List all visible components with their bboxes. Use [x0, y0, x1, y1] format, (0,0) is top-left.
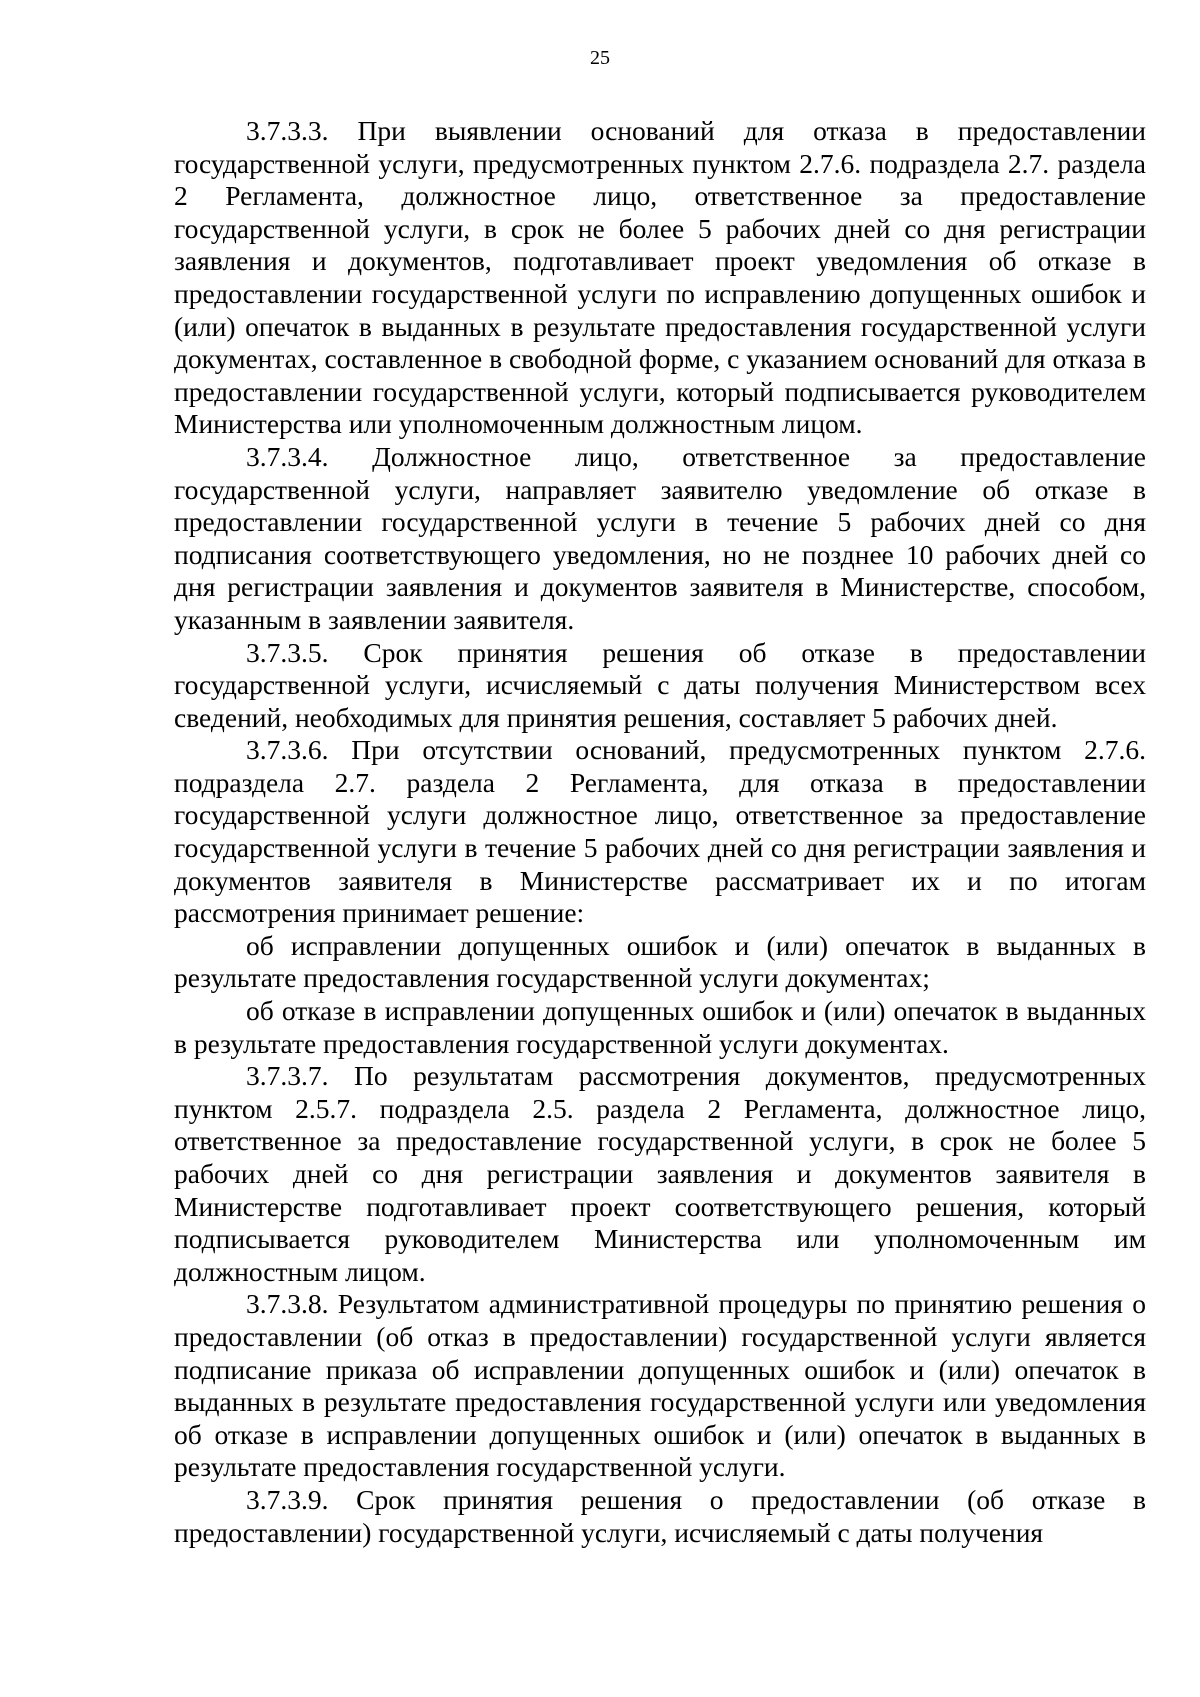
decision-option-refusal: об отказе в исправлении допущенных ошибок и (или) опечаток в выданных в результате предоставления государственной услуги документах.: [174, 995, 1146, 1059]
paragraph-3-7-3-5: 3.7.3.5. Срок принятия решения об отказе в предоставлении государственной услуги, исчисляемый с даты получения Министерством всех сведений, необходимых для принятия решения, составляет 5 рабочих дней.: [174, 636, 1146, 733]
page-number: 25: [590, 47, 610, 69]
paragraph-3-7-3-6: 3.7.3.6. При отсутствии оснований, предусмотренных пунктом 2.7.6. подраздела 2.7. раздела 2 Регламента, для отказа в предоставлении государственной услуги должностное лицо, ответственное за предоставление государственной услуги в течение 5 рабочих дней со дня регистрации заявления и документов заявителя в Министерстве рассматривает их и по итогам рассмотрения принимает решение:: [174, 734, 1146, 929]
decision-option-correction: об исправлении допущенных ошибок и (или) опечаток в выданных в результате предоставления государственной услуги документах;: [174, 929, 1146, 994]
paragraph-3-7-3-7: 3.7.3.7. По результатам рассмотрения документов, предусмотренных пунктом 2.5.7. подраздела 2.5. раздела 2 Регламента, должностное лицо, ответственное за предоставление государственной услуги, в срок не более 5 рабочих дней со дня регистрации заявления и документов заявителя в Министерстве подготавливает проект соответствующего решения, который подписывается руководителем Министерства или уполномоченным им должностным лицом.: [174, 1060, 1146, 1287]
paragraph-3-7-3-9: 3.7.3.9. Срок принятия решения о предоставлении (об отказе в предоставлении) государственной услуги, исчисляемый с даты получения: [174, 1483, 1146, 1548]
paragraph-3-7-3-3: 3.7.3.3. При выявлении оснований для отказа в предоставлении государственной услуги, предусмотренных пунктом 2.7.6. подраздела 2.7. раздела 2 Регламента, должностное лицо, ответственное за предоставление государственной услуги, в срок не более 5 рабочих дней со дня регистрации заявления и документов, подготавливает проект уведомления об отказе в предоставлении государственной услуги по исправлению допущенных ошибок и (или) опечаток в выданных в результате предоставления государственной услуги документах, составленное в свободной форме, с указанием оснований для отказа в предоставлении государственной услуги, который подписывается руководителем Министерства или уполномоченным должностным лицом.: [174, 115, 1146, 440]
paragraph-3-7-3-4: 3.7.3.4. Должностное лицо, ответственное за предоставление государственной услуги, направляет заявителю уведомление об отказе в предоставлении государственной услуги в течение 5 рабочих дней со дня подписания соответствующего уведомления, но не позднее 10 рабочих дней со дня регистрации заявления и документов заявителя в Министерстве, способом, указанным в заявлении заявителя.: [174, 440, 1146, 635]
document-body: [174, 115, 1146, 1549]
paragraph-3-7-3-8: 3.7.3.8. Результатом административной процедуры по принятию решения о предоставлении (об отказ в предоставлении) государственной услуги является подписание приказа об исправлении допущенных ошибок и (или) опечаток в выданных в результате предоставления государственной услуги или уведомления об отказе в исправлении допущенных ошибок и (или) опечаток в выданных в результате предоставления государственной услуги.: [174, 1288, 1146, 1483]
